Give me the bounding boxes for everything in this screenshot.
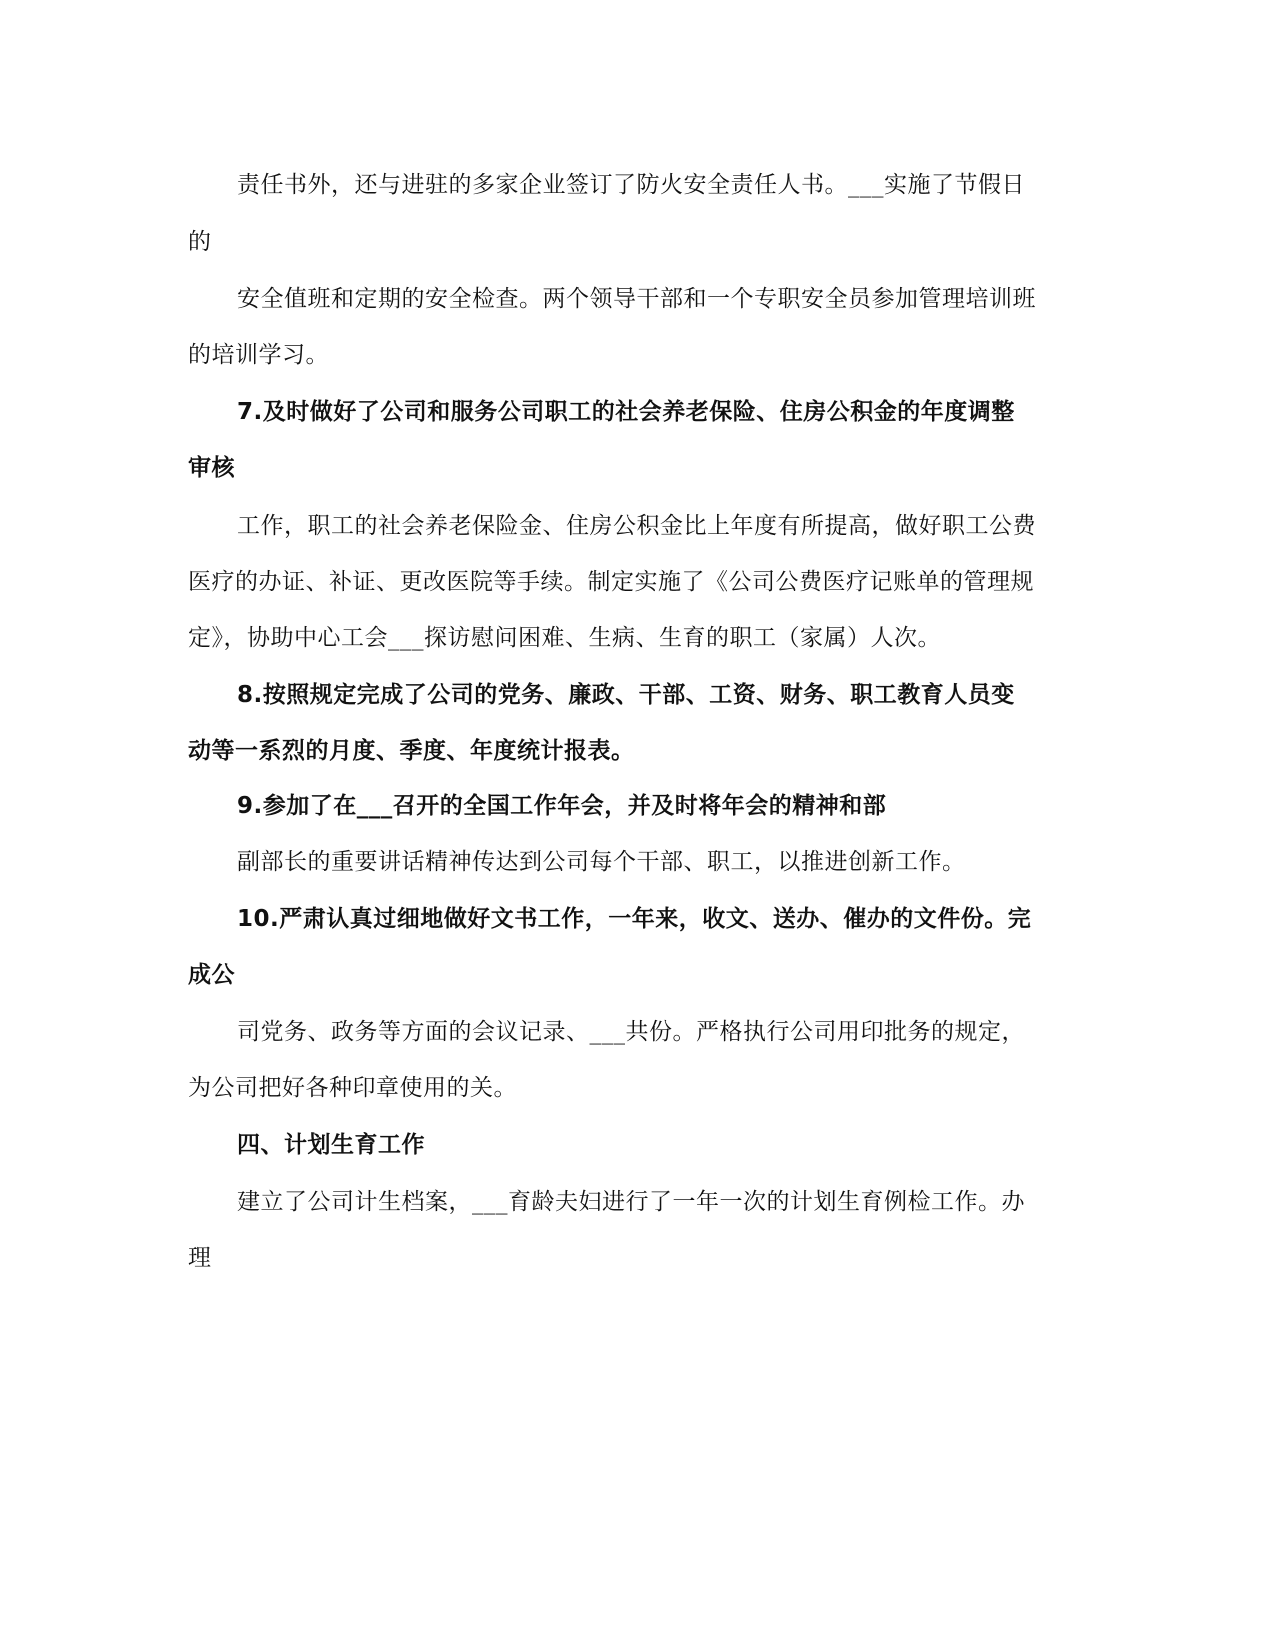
paragraph-line: 定》，协助中心工会___探访慰问困难、生病、生育的职工（家属）人次。 bbox=[188, 625, 941, 651]
numbered-item-heading: 审核 bbox=[188, 455, 235, 481]
section-heading: 四、计划生育工作 bbox=[237, 1132, 425, 1158]
paragraph-line: 责任书外，还与进驻的多家企业签订了防火安全责任人书。___实施了节假日 bbox=[237, 172, 1025, 198]
paragraph-line: 的培训学习。 bbox=[188, 342, 329, 368]
paragraph-line: 副部长的重要讲话精神传达到公司每个干部、职工，以推进创新工作。 bbox=[237, 849, 966, 875]
numbered-item-heading: 8.按照规定完成了公司的党务、廉政、干部、工资、财务、职工教育人员变 bbox=[237, 682, 1015, 708]
paragraph-line: 医疗的办证、补证、更改医院等手续。制定实施了《公司公费医疗记账单的管理规 bbox=[188, 569, 1034, 595]
paragraph-line: 理 bbox=[188, 1245, 212, 1271]
paragraph-line: 为公司把好各种印章使用的关。 bbox=[188, 1075, 517, 1101]
numbered-item-heading: 10.严肃认真过细地做好文书工作，一年来，收文、送办、催办的文件份。完 bbox=[237, 906, 1032, 932]
paragraph-line: 工作，职工的社会养老保险金、住房公积金比上年度有所提高，做好职工公费 bbox=[237, 513, 1036, 539]
paragraph-line: 的 bbox=[188, 229, 212, 255]
paragraph-line: 建立了公司计生档案，___育龄夫妇进行了一年一次的计划生育例检工作。办 bbox=[237, 1189, 1025, 1215]
numbered-item-heading: 7.及时做好了公司和服务公司职工的社会养老保险、住房公积金的年度调整 bbox=[237, 399, 1015, 425]
numbered-item-heading: 动等一系烈的月度、季度、年度统计报表。 bbox=[188, 738, 635, 764]
numbered-item-heading: 9.参加了在___召开的全国工作年会，并及时将年会的精神和部 bbox=[237, 793, 887, 819]
paragraph-line: 安全值班和定期的安全检查。两个领导干部和一个专职安全员参加管理培训班 bbox=[237, 286, 1036, 312]
paragraph-line: 司党务、政务等方面的会议记录、___共份。严格执行公司用印批务的规定， bbox=[237, 1019, 1025, 1045]
numbered-item-heading: 成公 bbox=[188, 962, 235, 988]
